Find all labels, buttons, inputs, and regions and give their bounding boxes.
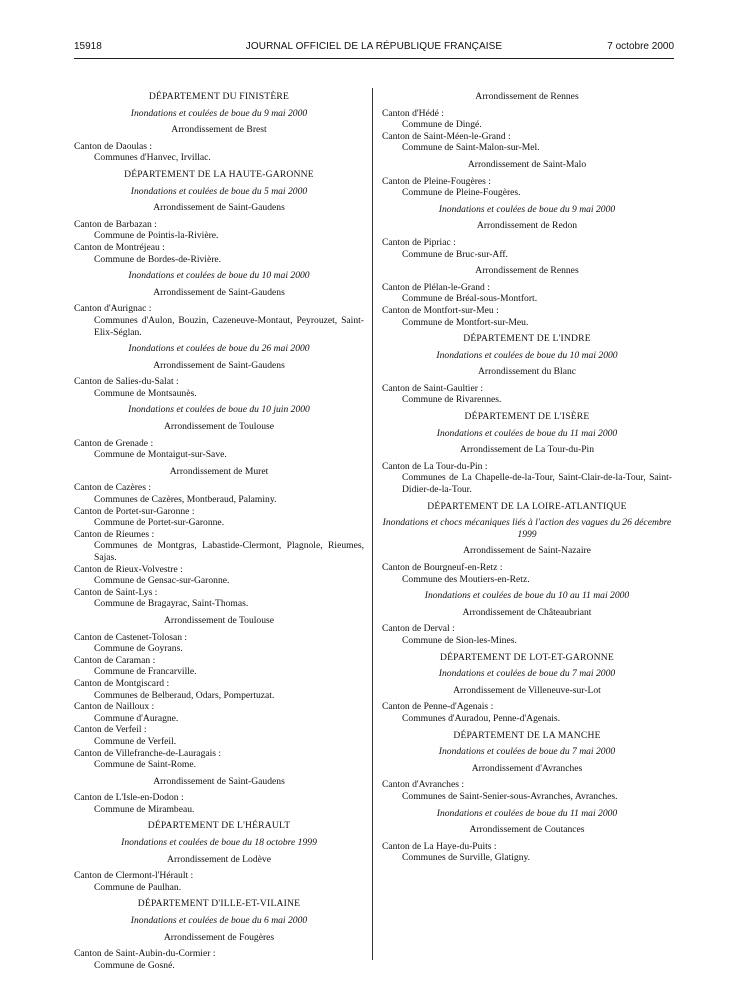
event-heading: Inondations et coulées de boue du 6 mai 2000 bbox=[130, 915, 308, 927]
commune-line: Commune de Paulhan. bbox=[94, 881, 182, 893]
commune-line: Commune des Moutiers-en-Retz. bbox=[402, 573, 530, 585]
commune-line: Commune de Goyrans. bbox=[94, 643, 183, 655]
canton-line: Canton de Cazères : bbox=[74, 482, 151, 494]
commune-line: Commune de Dingé. bbox=[402, 119, 482, 131]
event-heading: Inondations et coulées de boue du 26 mai 2000 bbox=[128, 343, 310, 355]
event-heading: Inondations et coulées de boue du 9 mai 2000 bbox=[130, 107, 308, 119]
canton-line: Canton de Saint-Lys : bbox=[74, 586, 158, 598]
commune-line: Commune de Bragayrac, Saint-Thomas. bbox=[94, 598, 249, 610]
canton-line: Canton de Pleine-Fougères : bbox=[382, 175, 491, 187]
arrondissement-heading: Arrondissement de Redon bbox=[476, 220, 578, 232]
commune-line: Commune de Saint-Malon-sur-Mel. bbox=[402, 142, 540, 154]
event-heading: Inondations et coulées de boue du 7 mai 2000 bbox=[438, 668, 616, 680]
event-heading: Inondations et coulées de boue du 10 au 11 mai 2000 bbox=[424, 590, 630, 602]
department-heading: DÉPARTEMENT D'ILLE-ET-VILAINE bbox=[137, 898, 301, 910]
department-heading: DÉPARTEMENT DE LA HAUTE-GARONNE bbox=[124, 168, 314, 180]
arrondissement-heading: Arrondissement de Coutances bbox=[469, 824, 585, 836]
commune-line: Commune de Francarville. bbox=[94, 666, 197, 678]
arrondissement-heading: Arrondissement de Muret bbox=[169, 465, 269, 477]
canton-line: Canton de Nailloux : bbox=[74, 701, 155, 713]
canton-line: Canton de Bourgneuf-en-Retz : bbox=[382, 562, 503, 573]
arrondissement-heading: Arrondissement de Toulouse bbox=[164, 614, 274, 626]
canton-line: Canton de La Tour-du-Pin : bbox=[382, 460, 488, 472]
commune-line: Commune de Montfort-sur-Meu. bbox=[402, 316, 529, 328]
commune-line: Communes de Saint-Senier-sous-Avranches, Avranches. bbox=[402, 790, 618, 802]
commune-line: Communes de Cazères, Montberaud, Palaminy. bbox=[94, 494, 277, 506]
event-heading: Inondations et coulées de boue du 10 mai 2000 bbox=[436, 349, 618, 361]
commune-line: Commune de Gosné. bbox=[94, 959, 175, 971]
event-heading: Inondations et coulées de boue du 11 mai 2000 bbox=[436, 427, 618, 439]
commune-line: Commune de Rivarennes. bbox=[402, 394, 502, 406]
event-heading: Inondations et coulées de boue du 5 mai 2000 bbox=[130, 185, 308, 197]
canton-line: Canton de Salies-du-Salat : bbox=[74, 376, 179, 388]
canton-line: Canton d'Aurignac : bbox=[74, 303, 152, 315]
department-heading: DÉPARTEMENT DE L'HÉRAULT bbox=[147, 820, 291, 832]
canton-line: Canton de Saint-Gaultier : bbox=[382, 382, 483, 394]
canton-line: Canton de Barbazan : bbox=[74, 218, 157, 230]
department-heading: DÉPARTEMENT DE LA LOIRE-ATLANTIQUE bbox=[427, 500, 627, 512]
page-number: 15918 bbox=[74, 41, 102, 52]
commune-line: Commune de Bordes-de-Rivière. bbox=[94, 253, 222, 265]
canton-line: Canton de Plélan-le-Grand : bbox=[382, 281, 490, 293]
department-heading: DÉPARTEMENT DE L'ISÈRE bbox=[464, 411, 590, 423]
arrondissement-heading: Arrondissement de Saint-Gaudens bbox=[153, 359, 285, 371]
canton-line: Canton de Montréjeau : bbox=[74, 241, 165, 253]
commune-line: Communes d'Hanvec, Irvillac. bbox=[94, 152, 211, 164]
commune-line: Commune de Gensac-sur-Garonne. bbox=[94, 575, 230, 587]
department-heading: DÉPARTEMENT DE L'INDRE bbox=[463, 333, 591, 345]
canton-line: Canton de Derval : bbox=[382, 623, 455, 635]
canton-line: Canton de Grenade : bbox=[74, 437, 154, 449]
commune-line: Commune de Mirambeau. bbox=[94, 803, 195, 815]
event-heading: Inondations et coulées de boue du 18 octobre 1999 bbox=[121, 837, 317, 849]
canton-line: Canton de Rieux-Volvestre : bbox=[74, 563, 183, 575]
canton-line: Canton d'Hédé : bbox=[382, 107, 444, 119]
event-heading: Inondations et coulées de boue du 7 mai 2000 bbox=[438, 746, 616, 758]
arrondissement-heading: Arrondissement de Rennes bbox=[475, 91, 579, 102]
department-heading: DÉPARTEMENT DE LOT-ET-GARONNE bbox=[439, 651, 614, 663]
canton-line: Canton de Penne-d'Agenais : bbox=[382, 701, 494, 713]
arrondissement-heading: Arrondissement d'Avranches bbox=[471, 762, 583, 774]
commune-line: Communes de Montgras, Labastide-Clermont, Plagnole, Rieumes, Sajas. bbox=[94, 540, 364, 563]
arrondissement-heading: Arrondissement de Villeneuve-sur-Lot bbox=[453, 684, 601, 696]
arrondissement-heading: Arrondissement de Fougères bbox=[163, 931, 275, 943]
canton-line: Canton de Saint-Méen-le-Grand : bbox=[382, 130, 511, 142]
event-heading: Inondations et coulées de boue du 10 juin 2000 bbox=[128, 404, 310, 416]
canton-line: Canton de Villefranche-de-Lauragais : bbox=[74, 747, 222, 759]
arrondissement-heading: Arrondissement de Châteaubriant bbox=[462, 606, 592, 618]
commune-line: Commune de Sion-les-Mines. bbox=[402, 634, 517, 646]
commune-line: Commune de Saint-Rome. bbox=[94, 759, 197, 771]
canton-line: Canton de Caraman : bbox=[74, 654, 156, 666]
arrondissement-heading: Arrondissement de La Tour-du-Pin bbox=[459, 444, 595, 456]
arrondissement-heading: Arrondissement de Saint-Nazaire bbox=[463, 545, 591, 557]
canton-line: Canton de Rieumes : bbox=[74, 528, 155, 540]
commune-line: Communes de Surville, Glatigny. bbox=[402, 852, 531, 864]
canton-line: Canton de Clermont-l'Hérault : bbox=[74, 870, 194, 882]
arrondissement-heading: Arrondissement de Lodève bbox=[167, 853, 271, 865]
event-heading: Inondations et coulées de boue du 10 mai 2000 bbox=[128, 270, 310, 282]
right-column bbox=[382, 86, 672, 864]
canton-line: Canton de Portet-sur-Garonne : bbox=[74, 505, 195, 517]
journal-title: JOURNAL OFFICIEL DE LA RÉPUBLIQUE FRANÇAISE bbox=[245, 41, 503, 52]
arrondissement-heading: Arrondissement du Blanc bbox=[477, 366, 577, 378]
canton-line: Canton de Castenet-Tolosan : bbox=[74, 631, 188, 643]
column-divider bbox=[372, 88, 373, 960]
canton-line: Canton de La Haye-du-Puits : bbox=[382, 840, 497, 852]
arrondissement-heading: Arrondissement de Rennes bbox=[475, 265, 579, 277]
commune-line: Communes d'Aulon, Bouzin, Cazeneuve-Montaut, Peyrouzet, Saint-Elix-Séglan. bbox=[94, 314, 364, 338]
event-heading: Inondations et chocs mécaniques liés à l'action des vagues du 26 décembre 1999 bbox=[382, 517, 672, 540]
event-heading: Inondations et coulées de boue du 11 mai 2000 bbox=[436, 807, 618, 819]
arrondissement-heading: Arrondissement de Saint-Gaudens bbox=[153, 286, 285, 298]
left-column bbox=[74, 86, 364, 971]
arrondissement-heading: Arrondissement de Saint-Gaudens bbox=[153, 202, 285, 214]
commune-line: Commune de Montsaunès. bbox=[94, 387, 197, 399]
arrondissement-heading: Arrondissement de Brest bbox=[171, 124, 267, 136]
canton-line: Canton de Pipriac : bbox=[382, 236, 456, 248]
commune-line: Communes de La Chapelle-de-la-Tour, Saint-Clair-de-la-Tour, Saint-Didier-de-la-Tour. bbox=[402, 472, 672, 496]
arrondissement-heading: Arrondissement de Saint-Malo bbox=[467, 158, 587, 170]
commune-line: Commune de Bréal-sous-Montfort. bbox=[402, 293, 538, 305]
commune-line: Commune de Pointis-la-Rivière. bbox=[94, 230, 219, 242]
commune-line: Communes de Belberaud, Odars, Pompertuzat. bbox=[94, 689, 275, 701]
canton-line: Canton de Montfort-sur-Meu : bbox=[382, 304, 499, 316]
canton-line: Canton de Verfeil : bbox=[74, 724, 147, 736]
commune-line: Commune de Portet-sur-Garonne. bbox=[94, 517, 225, 529]
department-heading: DÉPARTEMENT DU FINISTÈRE bbox=[148, 91, 290, 102]
arrondissement-heading: Arrondissement de Saint-Gaudens bbox=[153, 775, 285, 787]
event-heading: Inondations et coulées de boue du 9 mai 2000 bbox=[438, 203, 616, 215]
canton-line: Canton de Montgiscard : bbox=[74, 677, 170, 689]
commune-line: Commune de Verfeil. bbox=[94, 735, 177, 747]
page-header bbox=[74, 41, 674, 55]
commune-line: Commune d'Auragne. bbox=[94, 712, 179, 724]
canton-line: Canton de Daoulas : bbox=[74, 140, 153, 152]
canton-line: Canton d'Avranches : bbox=[382, 779, 465, 791]
department-heading: DÉPARTEMENT DE LA MANCHE bbox=[453, 729, 601, 741]
commune-line: Commune de Montaigut-sur-Save. bbox=[94, 449, 227, 461]
issue-date: 7 octobre 2000 bbox=[607, 41, 674, 52]
canton-line: Canton de L'Isle-en-Dodon : bbox=[74, 792, 184, 804]
arrondissement-heading: Arrondissement de Toulouse bbox=[164, 421, 274, 433]
header-rule bbox=[74, 58, 674, 59]
commune-line: Commune de Pleine-Fougères. bbox=[402, 187, 521, 199]
commune-line: Communes d'Auradou, Penne-d'Agenais. bbox=[402, 712, 560, 724]
commune-line: Commune de Bruc-sur-Aff. bbox=[402, 248, 508, 260]
canton-line: Canton de Saint-Aubin-du-Cormier : bbox=[74, 948, 216, 960]
